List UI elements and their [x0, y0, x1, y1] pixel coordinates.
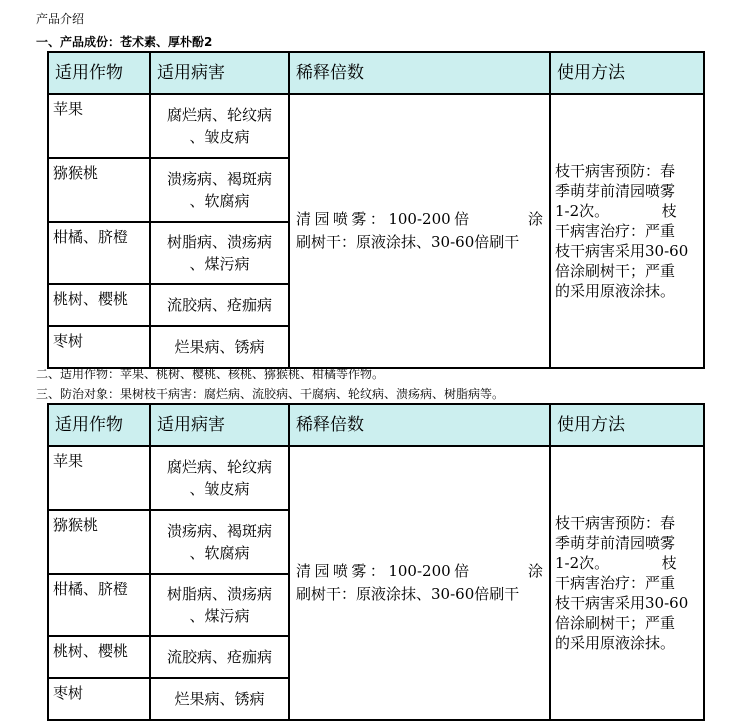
- disease-cell: [150, 284, 289, 326]
- usage-line: 季萌芽前清园喷雾: [555, 182, 676, 200]
- header-usage: 使用方法: [550, 404, 704, 446]
- disease-text: 烂果病、锈病: [174, 690, 265, 708]
- usage-line: 的采用原液涂抹。: [555, 634, 676, 652]
- header-usage: 使用方法: [550, 52, 704, 94]
- targets-line: 三、防治对象：果树枝干病害：腐烂病、流胶病、干腐病、轮纹病、溃疡病、树脂病等。: [36, 387, 505, 401]
- usage-cell: [550, 446, 704, 720]
- disease-cell: [150, 158, 289, 222]
- disease-text: 、软腐病: [189, 192, 250, 210]
- crop-cell: 桃树、樱桃: [48, 284, 150, 326]
- usage-cell: [550, 94, 704, 368]
- disease-text: 、软腐病: [189, 544, 250, 562]
- header-disease: 适用病害: [150, 52, 289, 94]
- header-dilution: 稀释倍数: [289, 404, 550, 446]
- product-table-2: [47, 403, 705, 721]
- disease-cell: [150, 94, 289, 158]
- header-dilution: 稀释倍数: [289, 52, 550, 94]
- disease-text: 、皱皮病: [189, 480, 250, 498]
- header-crop: 适用作物: [48, 404, 150, 446]
- crop-cell: 猕猴桃: [48, 510, 150, 574]
- disease-text: 、煤污病: [189, 255, 250, 273]
- usage-line: 干病害治疗：严重: [555, 222, 676, 240]
- dilution-cell: [289, 446, 550, 720]
- crop-cell: 枣树: [48, 326, 150, 368]
- usage-line: 枝干病害预防：春: [555, 162, 676, 180]
- disease-cell: [150, 510, 289, 574]
- disease-text: 、煤污病: [189, 607, 250, 625]
- disease-cell: [150, 574, 289, 636]
- usage-line: 枝干病害预防：春: [555, 514, 676, 532]
- dilution-line: 清园喷雾：100-200倍 涂: [296, 210, 543, 228]
- crop-cell: 柑橘、脐橙: [48, 222, 150, 284]
- usage-line: 1-2次。 枝: [555, 202, 677, 220]
- ingredients-line: 一、产品成份：苍术素、厚朴酚2: [36, 35, 213, 49]
- crop-cell: 苹果: [48, 446, 150, 510]
- dilution-line: 刷树干：原液涂抹、30-60倍刷干: [296, 233, 520, 251]
- usage-line: 倍涂刷树干；严重: [555, 262, 676, 280]
- disease-cell: [150, 446, 289, 510]
- usage-line: 1-2次。 枝: [555, 554, 677, 572]
- usage-line: 季萌芽前清园喷雾: [555, 534, 676, 552]
- usage-line: 倍涂刷树干；严重: [555, 614, 676, 632]
- crops-line: 二、适用作物：苹果、桃树、樱桃、核桃、猕猴桃、柑橘等作物。: [36, 367, 385, 381]
- page-title: 产品介绍: [36, 12, 85, 26]
- dilution-line: 清园喷雾：100-200倍 涂: [296, 562, 543, 580]
- disease-text: 树脂病、溃疡病: [166, 233, 272, 251]
- disease-text: 溃疡病、褐斑病: [166, 170, 272, 188]
- header-disease: 适用病害: [150, 404, 289, 446]
- table-row: [48, 446, 704, 510]
- usage-line: 干病害治疗：严重: [555, 574, 676, 592]
- table-row: [48, 94, 704, 158]
- crop-cell: 枣树: [48, 678, 150, 720]
- disease-cell: [150, 678, 289, 720]
- crop-cell: 苹果: [48, 94, 150, 158]
- usage-line: 枝干病害采用30-60: [555, 594, 689, 612]
- usage-line: 的采用原液涂抹。: [555, 282, 676, 300]
- disease-text: 腐烂病、轮纹病: [166, 458, 272, 476]
- product-table-1: [47, 51, 705, 369]
- dilution-line: 刷树干：原液涂抹、30-60倍刷干: [296, 585, 520, 603]
- crop-cell: 柑橘、脐橙: [48, 574, 150, 636]
- crop-cell: 桃树、樱桃: [48, 636, 150, 678]
- usage-line: 枝干病害采用30-60: [555, 242, 689, 260]
- disease-text: 、皱皮病: [189, 128, 250, 146]
- disease-text: 树脂病、溃疡病: [166, 585, 272, 603]
- disease-text: 流胶病、疮痂病: [166, 648, 272, 666]
- disease-cell: [150, 326, 289, 368]
- crop-cell: 猕猴桃: [48, 158, 150, 222]
- disease-text: 流胶病、疮痂病: [166, 296, 272, 314]
- disease-text: 腐烂病、轮纹病: [166, 106, 272, 124]
- header-crop: 适用作物: [48, 52, 150, 94]
- table-header-row: [48, 52, 704, 94]
- disease-cell: [150, 636, 289, 678]
- disease-cell: [150, 222, 289, 284]
- disease-text: 溃疡病、褐斑病: [166, 522, 272, 540]
- disease-text: 烂果病、锈病: [174, 338, 265, 356]
- dilution-cell: [289, 94, 550, 368]
- table-header-row: [48, 404, 704, 446]
